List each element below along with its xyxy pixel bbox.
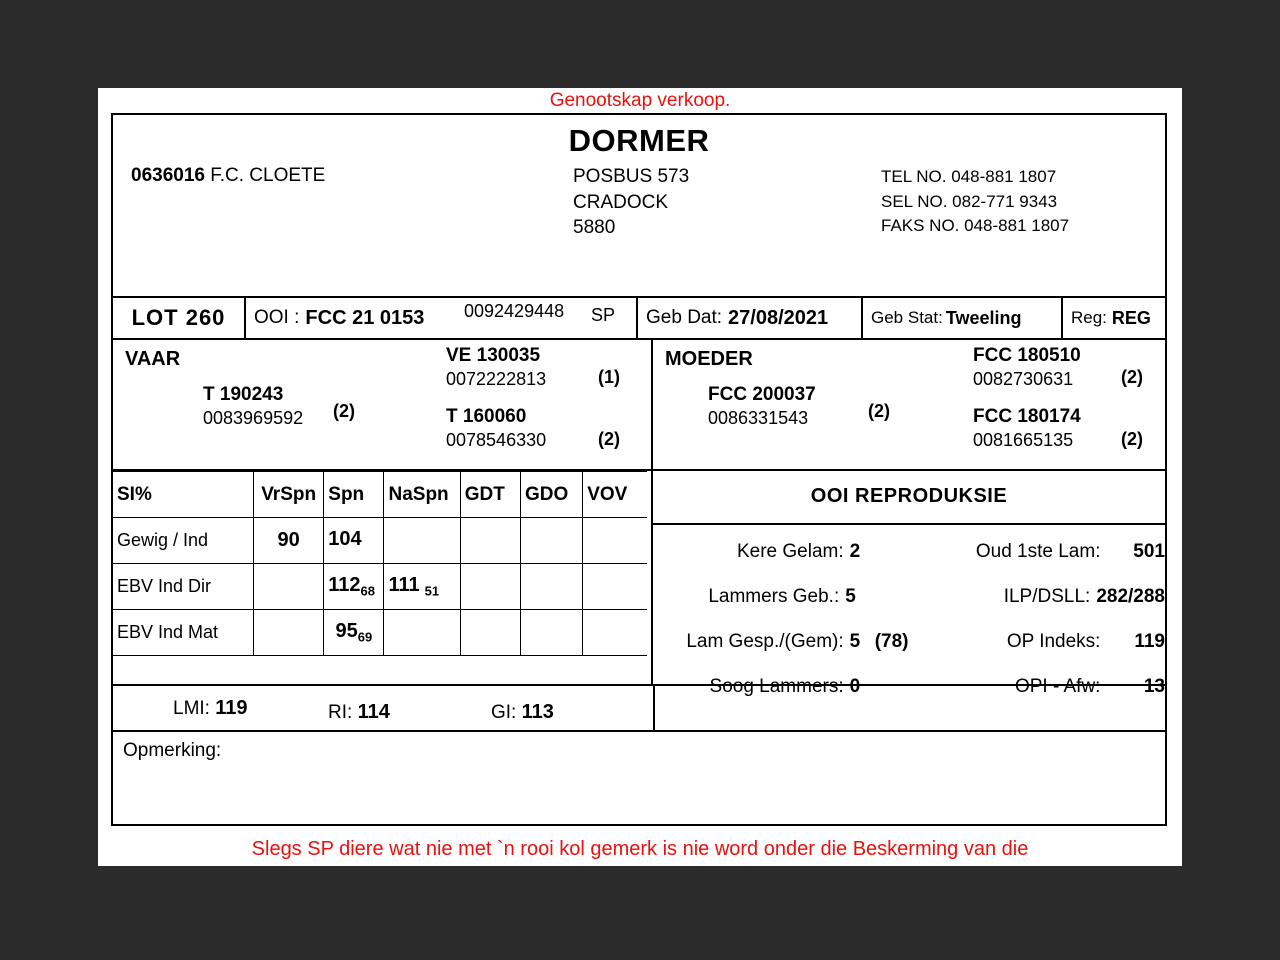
top-note: Genootskap verkoop.	[549, 90, 731, 111]
sire-title: VAAR	[125, 348, 181, 370]
lot-label: LOT	[131, 305, 179, 330]
repro-row	[653, 619, 1165, 664]
lmi-label: LMI:	[173, 698, 210, 719]
granddam-2-entry	[973, 405, 1143, 451]
ewe-tag-number: 0092429448	[464, 301, 565, 321]
dam-paren: (2)	[868, 401, 890, 421]
pedigree-card	[111, 113, 1167, 826]
repro-value-left: 0	[849, 675, 861, 697]
cell-gdo	[520, 518, 582, 564]
dam-tag: 0086331543	[708, 407, 809, 428]
repro-separator	[653, 523, 1165, 525]
repro-title: OOI REPRODUKSIE	[810, 485, 1008, 507]
sire-id: T 190243	[203, 384, 284, 405]
cell-gdt	[460, 564, 520, 610]
cell-vov	[583, 564, 647, 610]
col-naspn: NaSpn	[384, 472, 460, 518]
granddam-1-tag: 0082730631	[973, 368, 1074, 389]
dam-entry	[708, 383, 890, 429]
fax-line: FAKS NO. 048-881 1807	[881, 216, 1070, 236]
col-gdt: GDT	[460, 472, 520, 518]
birth-status-value: Tweeling	[945, 307, 1022, 328]
row-label: EBV Ind Dir	[113, 564, 254, 610]
ewe-label: OOI :	[254, 307, 300, 328]
birth-status-cell	[863, 298, 1063, 338]
repro-value-left: 2	[849, 540, 861, 562]
ri-label: RI:	[328, 702, 353, 723]
grandsire-2-paren: (2)	[598, 429, 620, 449]
document-page	[98, 88, 1182, 866]
repro-label-left: Soog Lammers:	[709, 675, 844, 697]
repro-panel	[653, 471, 1165, 697]
address-line-2: CRADOCK	[573, 191, 669, 213]
cell-spn: 112	[328, 574, 361, 597]
granddam-1-paren: (2)	[1121, 367, 1143, 387]
gi-label: GI:	[491, 702, 517, 723]
remark-label: Opmerking:	[123, 740, 222, 761]
lot-cell	[113, 298, 246, 338]
index-table	[113, 471, 647, 656]
grandsire-2-entry	[446, 405, 620, 451]
ewe-id: FCC 21 0153	[305, 306, 425, 329]
repro-label-right: Oud 1ste Lam:	[975, 540, 1101, 562]
granddam-1-id: FCC 180510	[973, 345, 1081, 366]
cell-vrspn: 90	[277, 529, 300, 551]
repro-value-right: 282/288	[1096, 585, 1165, 607]
lmi-block	[173, 697, 248, 720]
lot-row	[113, 298, 1165, 340]
cell-spn-sub: 69	[357, 629, 373, 645]
col-vov: VOV	[583, 472, 647, 518]
grandsire-1-entry	[446, 344, 620, 390]
contact-block	[881, 165, 1069, 239]
cell-line: SEL NO. 082-771 9343	[881, 191, 1058, 211]
repro-grid	[653, 529, 1165, 709]
birth-date-value: 27/08/2021	[728, 306, 829, 329]
lmi-value: 119	[215, 697, 248, 719]
gi-block	[491, 701, 554, 724]
lot-number: 260	[185, 305, 226, 330]
address-block	[573, 164, 689, 241]
col-spn: Spn	[324, 472, 384, 518]
cell-spn: 104	[328, 528, 362, 551]
repro-label-right: ILP/DSLL:	[1003, 585, 1091, 607]
tel-line: TEL NO. 048-881 1807	[881, 167, 1057, 186]
grandsire-1-tag: 0072222813	[446, 368, 547, 389]
col-si-pct: SI%	[113, 472, 254, 518]
sire-tag: 0083969592	[203, 407, 304, 428]
owner-line	[131, 165, 325, 187]
col-gdo: GDO	[520, 472, 582, 518]
summary-divider	[653, 686, 655, 730]
repro-value-right: 501	[1133, 540, 1165, 562]
table-row	[113, 518, 647, 564]
address-line-3: 5880	[573, 217, 616, 239]
dam-title: MOEDER	[665, 348, 753, 370]
repro-value-right: 13	[1143, 675, 1165, 697]
remark-section	[113, 732, 1165, 824]
repro-label-left: Lammers Geb.:	[708, 585, 840, 607]
cell-spn: 95	[335, 620, 358, 643]
breed-title: DORMER	[568, 123, 710, 158]
granddam-2-paren: (2)	[1121, 429, 1143, 449]
repro-row	[653, 574, 1165, 619]
row-label: Gewig / Ind	[113, 518, 254, 564]
cell-gdo	[520, 610, 582, 656]
index-and-repro-section	[113, 471, 1165, 697]
repro-label-left: Kere Gelam:	[736, 540, 844, 562]
registration-value: REG	[1111, 307, 1151, 328]
cell-gdt	[460, 610, 520, 656]
ewe-cell	[246, 298, 638, 338]
summary-index-row	[113, 686, 1165, 732]
granddam-2-id: FCC 180174	[973, 406, 1081, 427]
birth-date-cell	[638, 298, 863, 338]
cell-vov	[583, 610, 647, 656]
ri-block	[328, 701, 390, 724]
repro-extra-left: (78)	[874, 630, 909, 652]
repro-label-left: Lam Gesp./(Gem):	[686, 630, 844, 652]
bottom-note: Slegs SP diere wat nie met `n rooi kol gemerk is nie word onder die Beskerming van die	[251, 838, 1029, 860]
ri-value: 114	[357, 701, 390, 723]
dam-panel	[653, 340, 1165, 469]
granddam-1-entry	[973, 344, 1143, 390]
cell-naspn-sub: 51	[424, 583, 440, 599]
grandsire-2-id: T 160060	[446, 406, 527, 427]
owner-name: F.C. CLOETE	[210, 165, 326, 186]
grandsire-1-id: VE 130035	[446, 345, 541, 366]
granddam-2-tag: 0081665135	[973, 429, 1074, 450]
table-row	[113, 564, 647, 610]
grandsire-1-paren: (1)	[598, 367, 620, 387]
sire-entry	[203, 383, 355, 429]
registration-label: Reg:	[1071, 308, 1107, 327]
grandsire-2-tag: 0078546330	[446, 429, 547, 450]
row-label: EBV Ind Mat	[113, 610, 254, 656]
birth-date-label: Geb Dat:	[646, 307, 723, 328]
sire-panel	[113, 340, 653, 469]
repro-label-right: OPI - Afw:	[1014, 675, 1101, 697]
ewe-sp-flag: SP	[591, 305, 616, 325]
repro-value-left: 5	[849, 630, 861, 652]
member-number: 0636016	[131, 165, 205, 186]
table-header-row	[113, 472, 647, 518]
cell-spn-sub: 68	[360, 583, 375, 599]
address-line-1: POSBUS 573	[573, 166, 690, 187]
sire-paren: (2)	[333, 401, 355, 421]
cell-naspn: 111	[388, 574, 420, 597]
cell-vov	[583, 518, 647, 564]
dam-id: FCC 200037	[708, 384, 816, 405]
repro-value-right: 119	[1134, 630, 1165, 652]
cell-gdt	[460, 518, 520, 564]
registration-cell	[1063, 298, 1165, 338]
gi-value: 113	[521, 701, 554, 723]
birth-status-label: Geb Stat:	[871, 308, 943, 327]
repro-label-right: OP Indeks:	[1006, 630, 1101, 652]
repro-row	[653, 529, 1165, 574]
repro-value-left: 5	[845, 585, 856, 607]
table-row	[113, 610, 647, 656]
pedigree-section	[113, 340, 1165, 471]
cell-gdo	[520, 564, 582, 610]
col-vrspn: VrSpn	[254, 472, 324, 518]
card-header	[113, 115, 1165, 298]
index-table-wrapper	[113, 471, 653, 684]
